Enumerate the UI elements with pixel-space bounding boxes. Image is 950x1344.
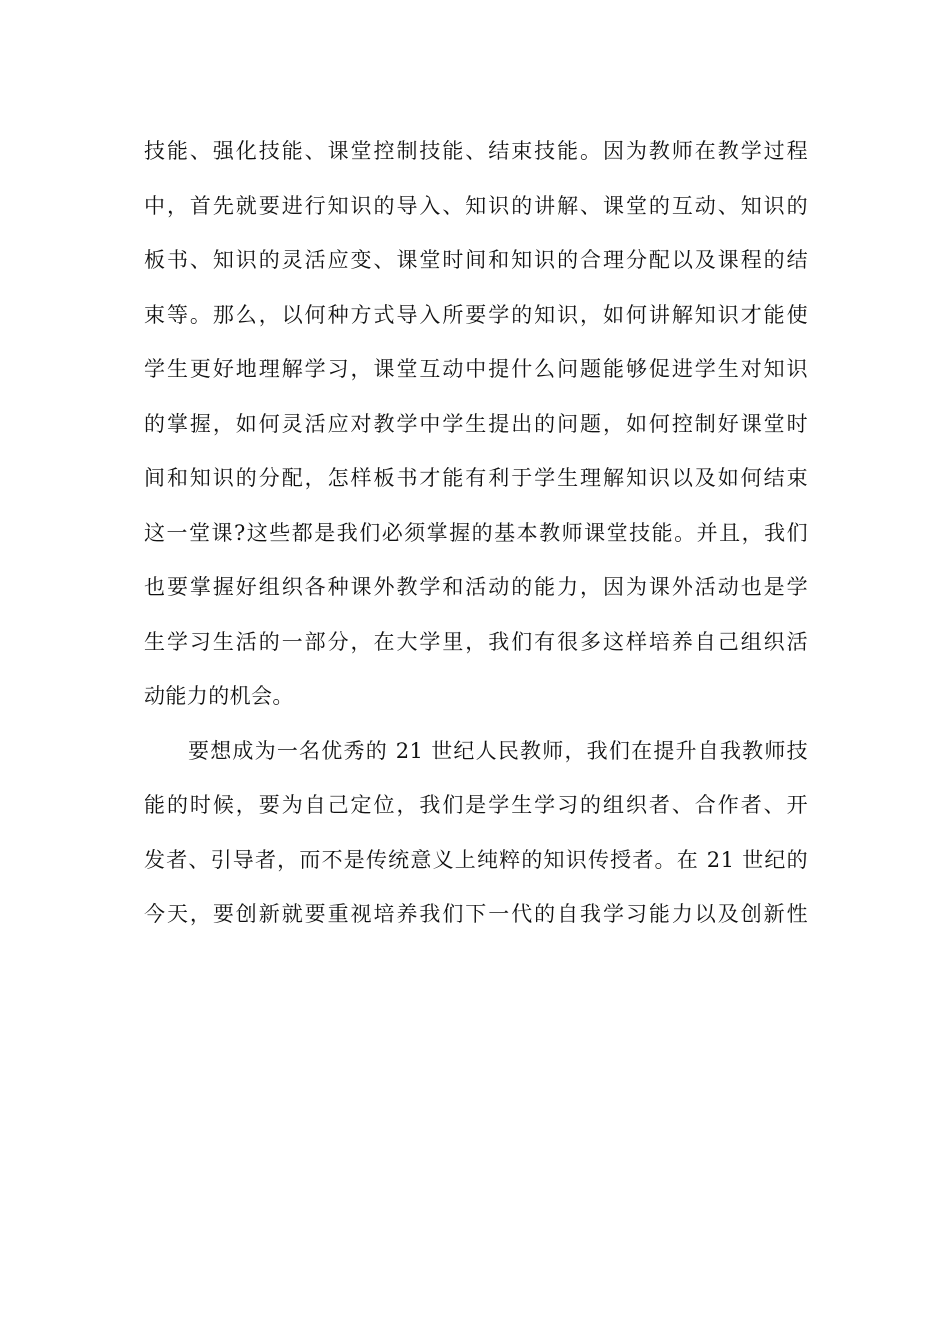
text-line: 学生更好地理解学习，课堂互动中提什么问题能够促进学生对知识 (144, 357, 808, 381)
paragraph-2 (144, 729, 808, 947)
paragraph-1 (144, 129, 808, 729)
text-line: 发者、引导者，而不是传统意义上纯粹的知识传授者。在 21 世纪的 (144, 847, 808, 872)
text-line: 今天，要创新就要重视培养我们下一代的自我学习能力以及创新性 (144, 902, 808, 926)
text-line: 这一堂课?这些都是我们必须掌握的基本教师课堂技能。并且，我们 (144, 520, 808, 545)
text-line: 束等。那么，以何种方式导入所要学的知识，如何讲解知识才能使 (144, 302, 808, 327)
text-line: 间和知识的分配，怎样板书才能有利于学生理解知识以及如何结束 (144, 466, 808, 490)
text-line: 技能、强化技能、课堂控制技能、结束技能。因为教师在教学过程 (144, 139, 808, 163)
text-line: 要想成为一名优秀的 21 世纪人民教师，我们在提升自我教师技 (188, 738, 808, 763)
text-line: 板书、知识的灵活应变、课堂时间和知识的合理分配以及课程的结 (144, 248, 808, 272)
text-line: 也要掌握好组织各种课外教学和活动的能力，因为课外活动也是学 (144, 575, 808, 599)
body-text (144, 129, 808, 947)
text-line: 中，首先就要进行知识的导入、知识的讲解、课堂的互动、知识的 (144, 193, 808, 218)
text-line: 生学习生活的一部分，在大学里，我们有很多这样培养自己组织活 (144, 629, 808, 654)
text-line: 动能力的机会。 (144, 684, 294, 708)
text-line: 能的时候，要为自己定位，我们是学生学习的组织者、合作者、开 (144, 793, 808, 817)
text-line: 的掌握，如何灵活应对教学中学生提出的问题，如何控制好课堂时 (144, 411, 808, 436)
